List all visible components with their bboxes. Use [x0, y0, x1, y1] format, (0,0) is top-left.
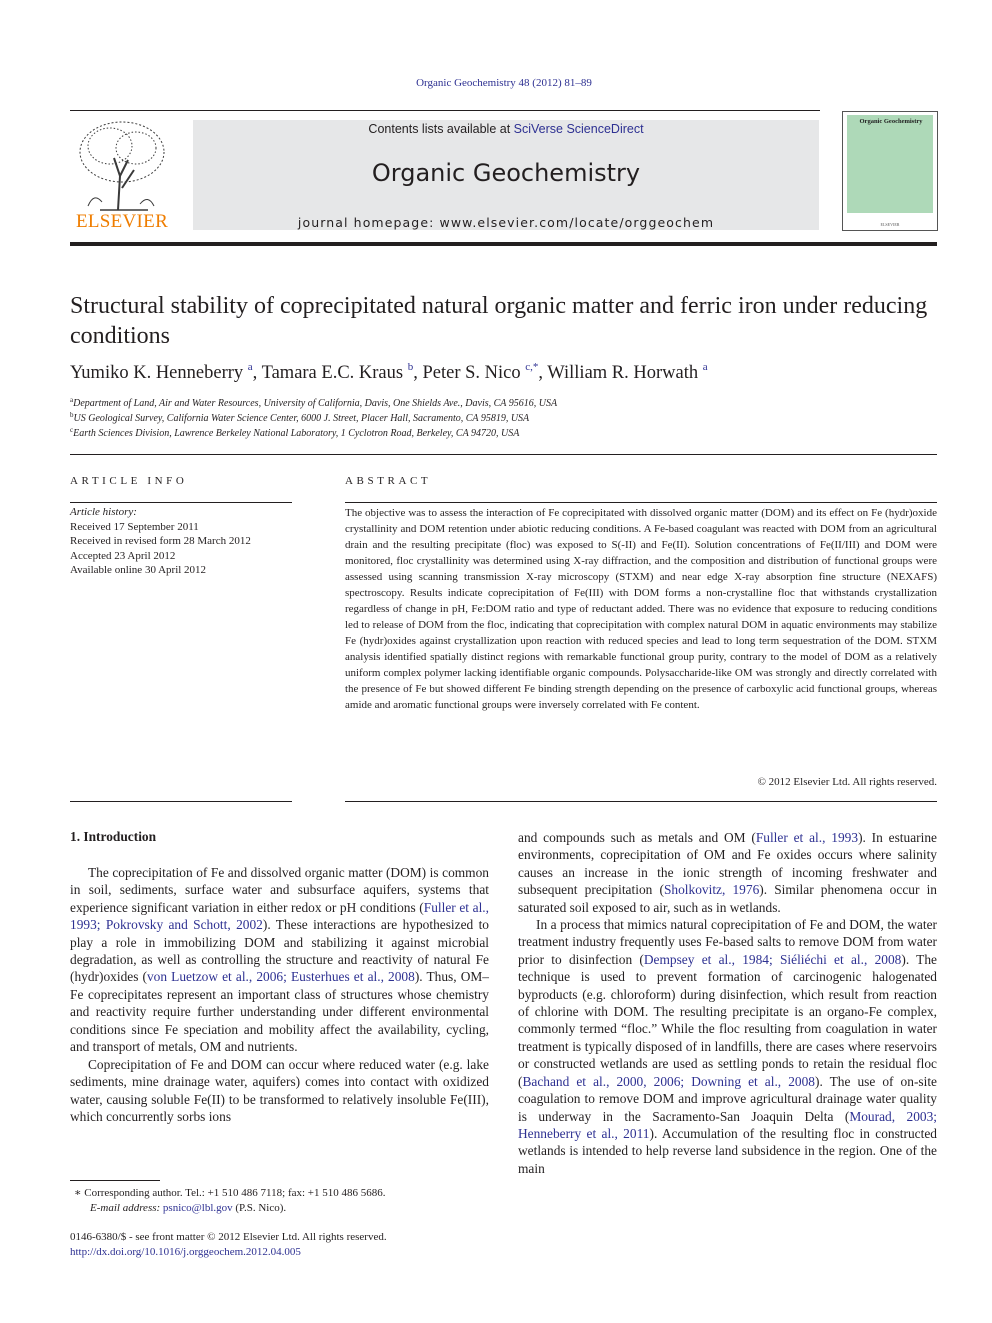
- text: In a process that mimics natural coprecipitation of Fe and DOM, the water treatment industry frequently uses Fe-based salts to remove DOM from water prior to disinfection (: [518, 917, 937, 967]
- history-revised: Received in revised form 28 March 2012: [70, 535, 251, 547]
- affiliation: [70, 411, 930, 424]
- asterisk-mark: ∗: [74, 1187, 85, 1199]
- article-info-bottom-rule: [70, 801, 292, 802]
- section-heading: 1. Introduction: [70, 829, 157, 844]
- header-thick-rule: [70, 242, 937, 246]
- author-affiliation-link[interactable]: a: [702, 361, 708, 373]
- history-label: Article history:: [70, 506, 137, 518]
- affiliation-mark: a: [70, 396, 74, 404]
- journal-homepage[interactable]: journal homepage: www.elsevier.com/locate/orggeochem: [297, 215, 715, 230]
- affiliation-mark: b: [70, 411, 74, 419]
- citation-link[interactable]: von Luetzow et al., 2006; Eusterhues et al., 2008: [146, 969, 415, 985]
- author-affiliation-link[interactable]: c,*: [525, 361, 539, 373]
- section-rule: [70, 454, 937, 455]
- footnote-rule: [70, 1180, 160, 1181]
- text: ). Similar phenomena occur in saturated soil exposed to air, such as in wetlands.: [518, 882, 937, 915]
- affiliation-text: US Geological Survey, California Water Science Center, 6000 J. Street, Placer Hall, Sacramento, CA 95819, USA: [73, 413, 530, 424]
- header-rule: [70, 110, 820, 111]
- author-list: Yumiko K. Henneberry $^a$, Tamara E.C. Kraus $^b$, Peter S. Nico $^{c,*}$, William R. Horwath $^a$: [70, 361, 708, 383]
- history-accepted: Accepted 23 April 2012: [70, 549, 176, 562]
- email-label: E-mail address:: [90, 1201, 161, 1214]
- history-online: Available online 30 April 2012: [70, 564, 207, 576]
- author-name: Tamara E.C. Kraus: [261, 363, 404, 383]
- article-info-rule: [70, 502, 292, 503]
- issn-line: 0146-6380/$ - see front matter © 2012 Elsevier Ltd. All rights reserved.: [70, 1231, 387, 1243]
- body-column-left: [70, 864, 489, 1126]
- article-history: [70, 505, 292, 578]
- journal-reference-link[interactable]: Organic Geochemistry 48 (2012) 81–89: [416, 77, 592, 89]
- cover-panel: [847, 115, 933, 213]
- paragraph: [518, 916, 937, 1177]
- corresponding-author-footnote: [70, 1186, 489, 1215]
- issn-block: [70, 1230, 489, 1259]
- elsevier-logo[interactable]: [70, 118, 174, 233]
- history-received: Received 17 September 2011: [70, 520, 199, 533]
- paragraph: Coprecipitation of Fe and DOM can occur where reduced water (e.g. lake sediments, mine drainage water, aquifers) comes into contact with oxidized water, causing soluble Fe(II) to be transformed to relatively insoluble Fe(III), which concurrently sorbs ions: [70, 1056, 489, 1125]
- elsevier-wordmark: ELSEVIER: [75, 211, 169, 232]
- text: ). In estuarine environments, coprecipitation of OM and Fe oxides occurs where salinity causes an increase in the ionic strength of incoming freshwater and subsequent precipitation (: [518, 830, 937, 898]
- contents-line: [193, 122, 819, 136]
- text: ). Thus, OM–Fe coprecipitates represent an important class of structures whose chemistry and reactivity require further understanding under different environmental conditions since Fe speciation and mobility affect the availability, cycling, and transport of metals, OM and nutrients.: [70, 969, 489, 1055]
- affiliation-text: Department of Land, Air and Water Resources, University of California, Davis, One Shields Ave., Davis, CA 95616, USA: [73, 398, 558, 409]
- author-affiliation-link[interactable]: b: [407, 361, 414, 373]
- citation-link[interactable]: Dempsey et al., 1984; Siéliéchi et al., 2008: [643, 951, 902, 967]
- journal-banner: [193, 120, 819, 230]
- paragraph: [518, 829, 937, 916]
- footnote-line: [70, 1186, 489, 1201]
- cover-title: Organic Geochemistry: [859, 118, 923, 125]
- abstract-bottom-rule: [345, 801, 937, 802]
- paragraph: [70, 864, 489, 1055]
- affiliation: [70, 426, 930, 439]
- footnote-text: Corresponding author. Tel.: +1 510 486 7118; fax: +1 510 486 5686.: [84, 1187, 386, 1199]
- author-name: Peter S. Nico: [422, 363, 521, 383]
- text: ). The use of on-site coagulation to remove DOM and improve agricultural drainage water quality is underway in the Sacramento-San Joaquin Delta (: [518, 1073, 937, 1124]
- author-name: William R. Horwath: [547, 363, 699, 383]
- affiliation-mark: c: [70, 426, 74, 434]
- text: ). The technique is used to prevent formation of carcinogenic halogenated byproducts (e.g. chloroform) during disinfection, which result from reaction of chlorine with DOM. The resulting precipitate is an organo-Fe complex, commonly termed “floc.” While the floc resulting from coagulation in water treatment is typically disposed of in landfills, there are cases where reservoirs or constructed wetlands are used as settling ponds to retain the residual floc (: [518, 951, 938, 1089]
- elsevier-tree-icon: [70, 118, 174, 214]
- citation-link[interactable]: Mourad, 2003; Henneberry et al., 2011: [518, 1108, 937, 1141]
- contents-prefix: Contents lists available at: [368, 122, 514, 136]
- copyright-notice: © 2012 Elsevier Ltd. All rights reserved.: [757, 776, 937, 788]
- abstract-body: The objective was to assess the interaction of Fe coprecipitated with dissolved organic matter (DOM) and its effect on Fe (hydr)oxide crystallinity and DOM retention under abiotic reducing conditions. A Fe-based coagulant was reacted with DOM from an agricultural drain and the resulting precipitate (floc) was exposed to S(-II) and Fe(II). Solution concentrations of Fe(II/III) and DOM were monitored, floc crystallinity was determined using X-ray diffraction, and the composition and distribution of functional groups were assessed using scanning transmission X-ray microscopy (STXM) and near edge X-ray absorption fine structure (NEXAFS) spectroscopy. Results indicate coprecipitation of Fe(III) with DOM forms a non-crystalline floc that withstands crystallization regardless of change in pH, Fe:DOM ratio and type of reductant added. There was no evidence that exposure to reducing conditions led to release of DOM from the floc, indicating that coprecipitation with complex natural DOM in aquatic environments may stabilize Fe (hydr)oxides against crystallization upon reaction with reduced species and lead to long term sequestration of the DOM. STXM analysis identified spatially distinct regions with remarkable functional group purity, contrary to the model of DOM as a relatively uniform complex polymer lacking identifiable organic compounds. Polysaccharide-like OM was strongly and directly correlated with the presence of Fe but showed different Fe binding strength depending on the presence of carboxylic acid functional groups, whereas amide and aromatic functional groups were inversely correlated with Fe content.: [345, 507, 937, 711]
- text: ). These interactions are hypothesized to play a role in immobilizing DOM and stabilizing it against microbial degradation, as well as controlling the structure and reactivity of natural Fe (hydr)oxides (: [70, 917, 489, 985]
- text: The coprecipitation of Fe and dissolved organic matter (DOM) is common in soil, sediments, surface water and subsurface aquifers, systems that experience significant variation in either redox or pH conditions (: [70, 865, 489, 915]
- affiliation-text: Earth Sciences Division, Lawrence Berkeley National Laboratory, 1 Cyclotron Road, Berkeley, CA 94720, USA: [73, 428, 520, 439]
- abstract-rule: [345, 502, 937, 503]
- article-title: Structural stability of coprecipitated natural organic matter and ferric iron under reducing conditions: [70, 293, 928, 349]
- author-name: Yumiko K. Henneberry: [70, 363, 244, 383]
- citation-link[interactable]: Sholkovitz, 1976: [663, 882, 760, 898]
- email-link[interactable]: psnico@lbl.gov: [162, 1201, 233, 1214]
- email-suffix: (P.S. Nico).: [235, 1201, 287, 1214]
- citation-link[interactable]: Bachand et al., 2000, 2006; Downing et al., 2008: [522, 1073, 815, 1089]
- cover-publisher: ELSEVIER: [880, 222, 900, 227]
- abstract-heading: ABSTRACT: [345, 475, 432, 487]
- email-line: [70, 1201, 489, 1216]
- citation-link[interactable]: Fuller et al., 1993: [755, 830, 859, 845]
- doi-link[interactable]: http://dx.doi.org/10.1016/j.orggeochem.2012.04.005: [70, 1245, 301, 1258]
- body-column-right: [518, 829, 937, 1177]
- journal-name: Organic Geochemistry: [371, 159, 641, 187]
- author-affiliation-link[interactable]: a: [247, 361, 253, 373]
- text: ). Accumulation of the resulting floc in constructed wetlands is intended to help reverse land subsidence in the region. One of the main: [518, 1125, 937, 1176]
- journal-cover-thumbnail[interactable]: [842, 111, 938, 231]
- sciencedirect-link[interactable]: SciVerse ScienceDirect: [513, 122, 644, 136]
- citation-link[interactable]: Fuller et al., 1993; Pokrovsky and Schott, 2002: [70, 899, 489, 933]
- text: and compounds such as metals and OM (: [518, 830, 756, 845]
- article-info-heading: ARTICLE INFO: [70, 475, 188, 487]
- affiliation: [70, 396, 930, 409]
